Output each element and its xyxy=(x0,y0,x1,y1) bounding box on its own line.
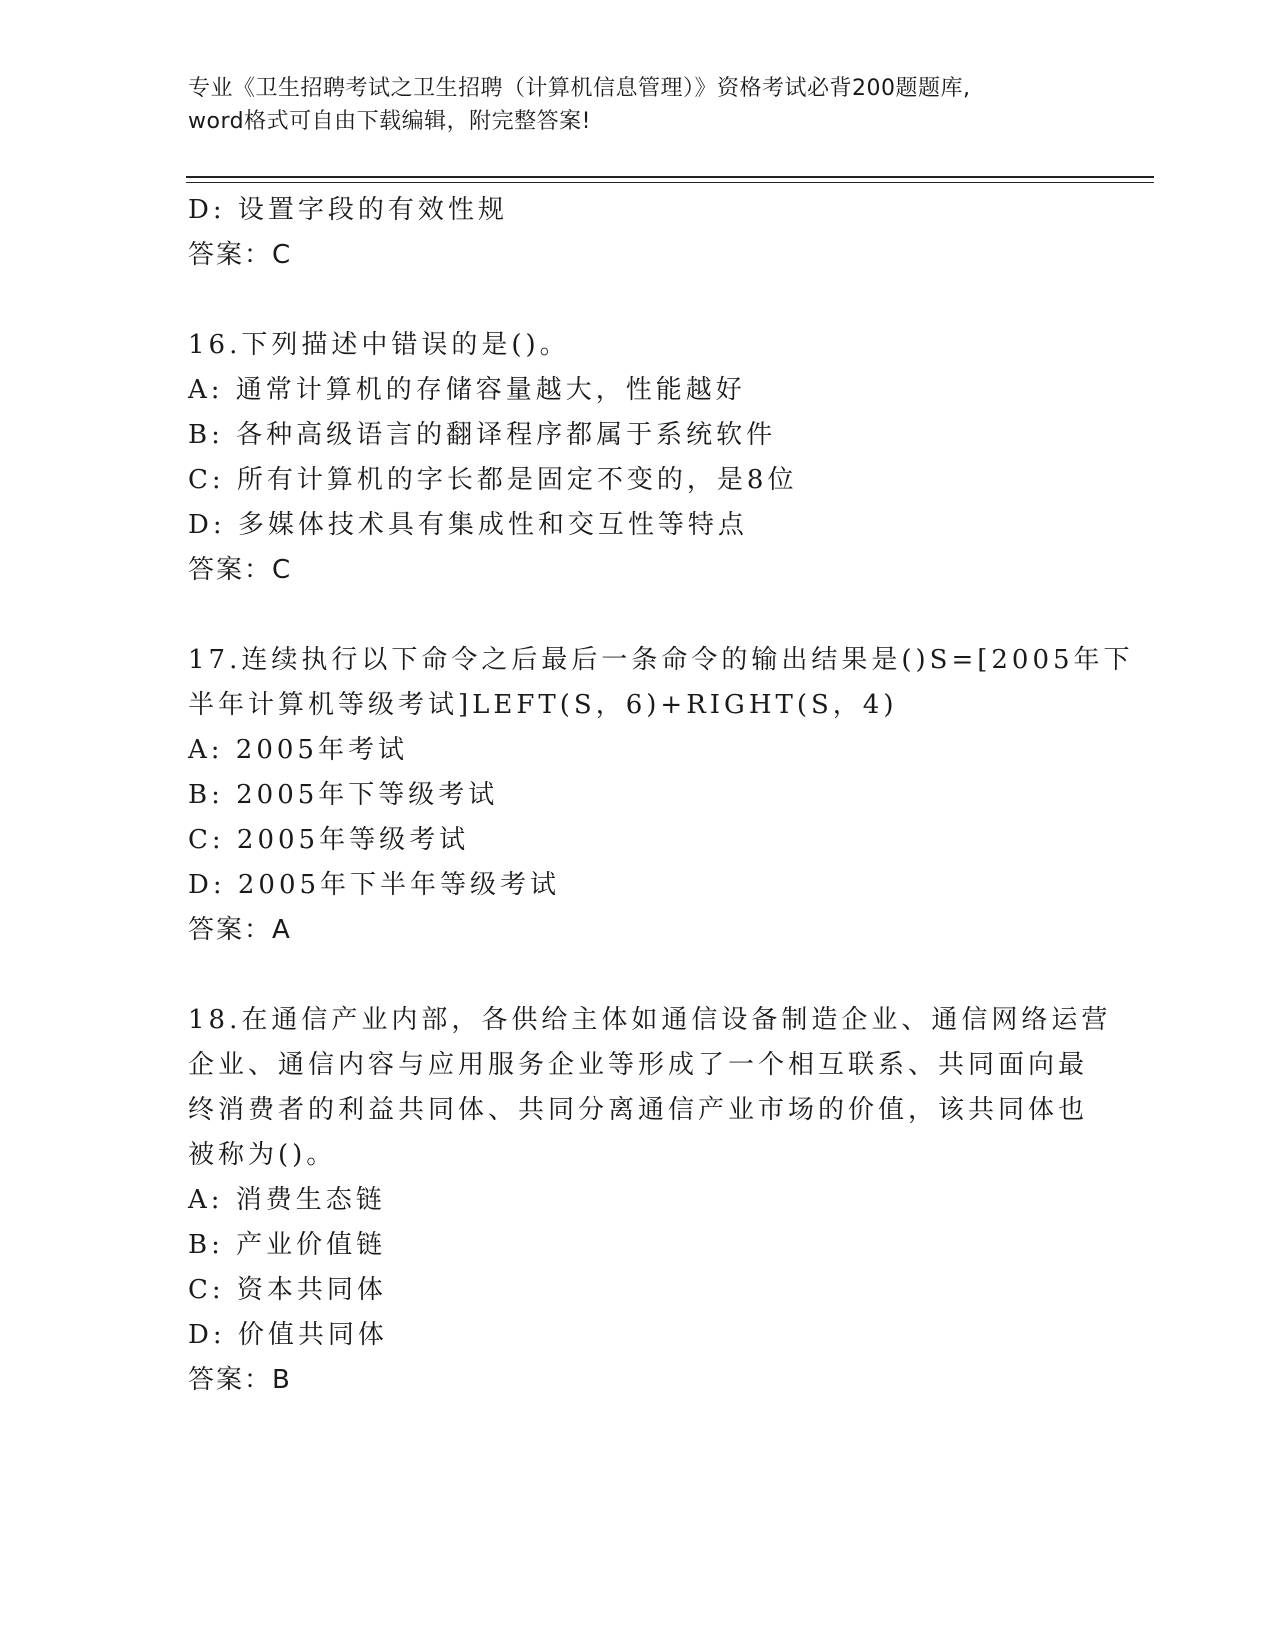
answer-line: 答案：C xyxy=(188,555,293,585)
document-header xyxy=(188,72,1088,138)
answer-line: 答案：B xyxy=(188,1365,292,1395)
option-c: C: 资本共同体 xyxy=(188,1275,387,1305)
answer-line: 答案：A xyxy=(188,915,292,945)
question-text: 16.下列描述中错误的是()。 xyxy=(188,330,570,360)
option-c: C: 所有计算机的字长都是固定不变的，是8位 xyxy=(188,465,798,495)
header-divider-thin xyxy=(186,182,1154,183)
option-d: D: 多媒体技术具有集成性和交互性等特点 xyxy=(188,510,748,540)
option-a: A: 通常计算机的存储容量越大，性能越好 xyxy=(188,375,746,405)
option-c: C: 2005年等级考试 xyxy=(188,825,470,855)
question-15-tail xyxy=(188,188,1078,278)
option-a: A: 消费生态链 xyxy=(188,1185,386,1215)
answer-line: 答案：C xyxy=(188,240,293,270)
question-text-line-1: 18.在通信产业内部，各供给主体如通信设备制造企业、通信网络运营 xyxy=(188,1005,1112,1035)
option-b: B: 各种高级语言的翻译程序都属于系统软件 xyxy=(188,420,777,450)
question-text-line-3: 终消费者的利益共同体、共同分离通信产业市场的价值，该共同体也 xyxy=(188,1095,1089,1125)
question-18 xyxy=(188,998,1112,1403)
question-text-line-4: 被称为()。 xyxy=(188,1140,337,1170)
option-b: B: 产业价值链 xyxy=(188,1230,387,1260)
option-a: A: 2005年考试 xyxy=(188,735,408,765)
question-text-line-1: 17.连续执行以下命令之后最后一条命令的输出结果是()S=[2005年下 xyxy=(188,645,1134,675)
header-divider-thick xyxy=(186,176,1154,178)
option-d: D: 设置字段的有效性规 xyxy=(188,195,508,225)
spacer xyxy=(188,953,1078,998)
spacer xyxy=(188,278,1078,323)
header-title-line-2: word格式可自由下载编辑，附完整答案! xyxy=(188,109,591,134)
question-text-line-2: 半年计算机等级考试]LEFT(S，6)+RIGHT(S，4) xyxy=(188,690,898,720)
question-text-line-2: 企业、通信内容与应用服务企业等形成了一个相互联系、共同面向最 xyxy=(188,1050,1089,1080)
question-16 xyxy=(188,323,1078,593)
header-title-line-1: 专业《卫生招聘考试之卫生招聘（计算机信息管理）》资格考试必背200题题库, xyxy=(188,76,971,101)
spacer xyxy=(188,593,1078,638)
option-b: B: 2005年下等级考试 xyxy=(188,780,499,810)
option-d: D: 2005年下半年等级考试 xyxy=(188,870,561,900)
option-d: D: 价值共同体 xyxy=(188,1320,388,1350)
document-body xyxy=(188,188,1134,1403)
question-17 xyxy=(188,638,1134,953)
